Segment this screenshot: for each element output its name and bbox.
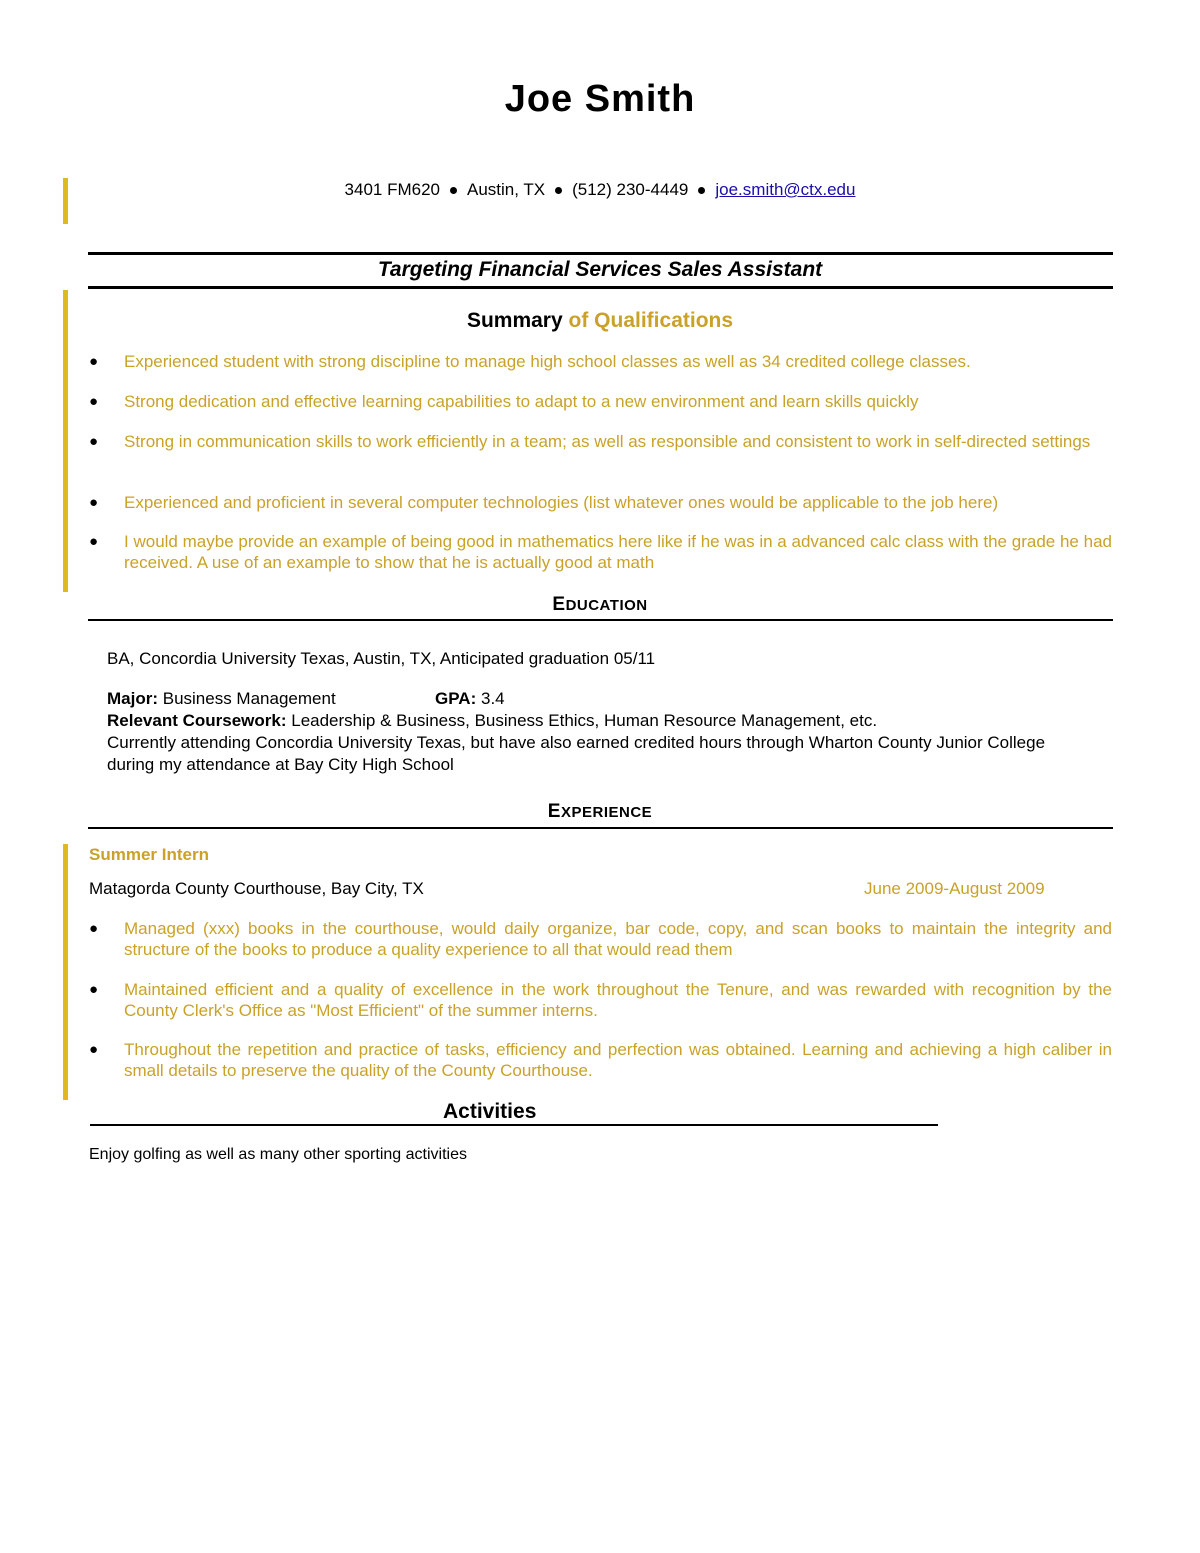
- summary-heading: [0, 309, 1200, 333]
- divider-bottom-target: [88, 286, 1113, 289]
- summary-item: ● Strong dedication and effective learning capabilities to adapt to a new environment and learn skills quickly: [89, 392, 919, 411]
- bullet-icon: ●: [89, 433, 99, 450]
- activities-text: Enjoy golfing as well as many other sporting activities: [89, 1146, 467, 1163]
- divider-experience: [88, 827, 1113, 829]
- email-link[interactable]: joe.smith@ctx.edu: [715, 180, 856, 199]
- experience-heading: EXPERIENCE: [547, 801, 653, 822]
- summary-heading-part1: Summary: [466, 309, 563, 332]
- summary-item: ● I would maybe provide an example of being good in mathematics here like if he was in a advanced calc class with the grade he had received. A use of an example to show that he is actually good at math: [89, 532, 1112, 572]
- divider-top-target: [88, 252, 1113, 255]
- job-title: Summer Intern: [89, 845, 209, 864]
- summary-heading-part2: of Qualifications: [568, 309, 734, 332]
- education-coursework: Relevant Coursework: Leadership & Business, Business Ethics, Human Resource Management, etc.: [107, 711, 878, 730]
- bullet-icon: ●: [89, 981, 99, 998]
- bullet-dot-icon: [555, 187, 562, 194]
- phone: (512) 230-4449: [572, 180, 689, 199]
- experience-item: ● Managed (xxx) books in the courthouse, would daily organize, bar code, copy, and scan books to maintain the integrity and structure of the books to produce a quality experience to all that would read them: [89, 919, 1112, 959]
- bullet-icon: ●: [89, 393, 99, 410]
- bullet-dot-icon: [698, 187, 705, 194]
- city: Austin, TX: [466, 180, 546, 199]
- activities-heading: [90, 1100, 940, 1128]
- bullet-icon: ●: [89, 353, 99, 370]
- activities-heading-label: Activities: [443, 1100, 537, 1123]
- summary-item: ● Strong in communication skills to work efficiently in a team; as well as responsible and consistent to work in self-directed settings: [89, 432, 1091, 451]
- activities-underline: [90, 1124, 938, 1126]
- bullet-icon: ●: [89, 533, 99, 550]
- education-note: Currently attending Concordia University Texas, but have also earned credited hours through Wharton County Junior College during my attendance at Bay City High School: [107, 733, 1046, 774]
- divider-education: [88, 619, 1113, 621]
- bullet-dot-icon: [450, 187, 457, 194]
- job-employer: Matagorda County Courthouse, Bay City, TX: [89, 879, 424, 898]
- bullet-icon: ●: [89, 920, 99, 937]
- education-degree: BA, Concordia University Texas, Austin, TX, Anticipated graduation 05/11: [107, 649, 656, 668]
- job-dates: June 2009-August 2009: [864, 879, 1045, 898]
- education-heading: EDUCATION: [552, 594, 648, 615]
- summary-item: ● Experienced student with strong discipline to manage high school classes as well as 34 credited college classes.: [89, 352, 971, 371]
- contact-line: [0, 180, 1200, 200]
- accent-bar-summary: [63, 290, 68, 592]
- experience-item: ● Throughout the repetition and practice of tasks, efficiency and perfection was obtained. Learning and achieving a high caliber in small details to preserve the quality of the County Courthouse.: [89, 1040, 1112, 1080]
- bullet-icon: ●: [89, 1041, 99, 1058]
- experience-item: ● Maintained efficient and a quality of excellence in the work throughout the Tenure, and was rewarded with recognition by the County Clerk's Office as "Most Efficient" of the summer interns.: [89, 980, 1112, 1020]
- education-major: Major: Business Management: [107, 689, 336, 708]
- address: 3401 FM620: [344, 180, 440, 199]
- bullet-icon: ●: [89, 494, 99, 511]
- summary-item: ● Experienced and proficient in several computer technologies (list whatever ones would be applicable to the job here): [89, 493, 999, 512]
- education-gpa: GPA: 3.4: [435, 689, 505, 708]
- candidate-name: Joe Smith: [504, 78, 696, 120]
- accent-bar-experience: [63, 844, 68, 1100]
- target-title: Targeting Financial Services Sales Assistant: [377, 258, 823, 281]
